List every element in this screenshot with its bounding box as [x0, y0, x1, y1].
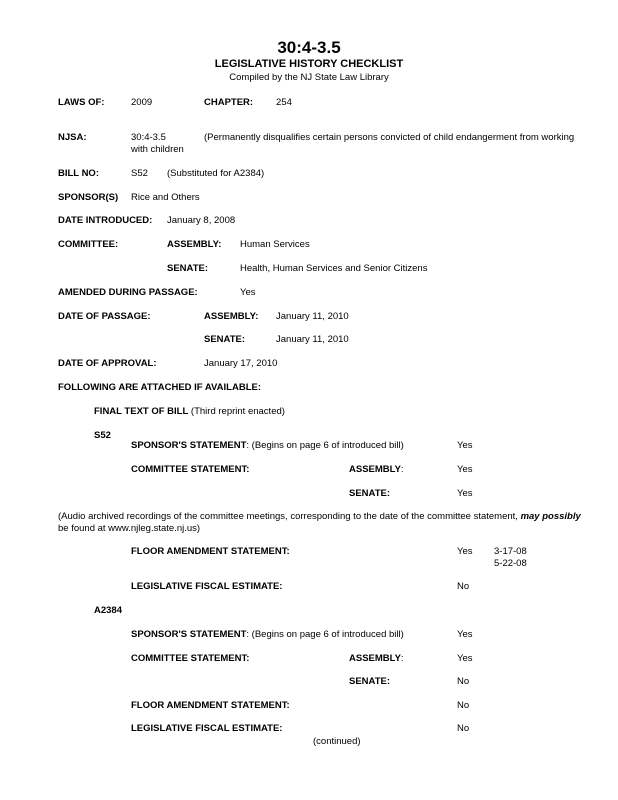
attached-heading: FOLLOWING ARE ATTACHED IF AVAILABLE:: [58, 382, 261, 393]
amended-label: AMENDED DURING PASSAGE:: [58, 287, 198, 298]
sponsor-value: Rice and Others: [131, 192, 200, 203]
passage-senate-value: January 11, 2010: [276, 334, 349, 345]
a2384-floor-value: No: [457, 700, 470, 711]
njsa-value: 30:4-3.5: [131, 132, 166, 143]
laws-of-year: 2009: [131, 97, 153, 108]
a2384-fiscal-value: No: [457, 723, 470, 734]
bill-no-label: BILL NO:: [58, 168, 99, 179]
s52-floor-date-2: 5-22-08: [494, 558, 527, 569]
s52-floor-value: Yes: [457, 546, 473, 557]
page-title: 30:4-3.5: [277, 38, 341, 57]
a2384-committee-assembly: [349, 653, 404, 664]
njsa-description: (Permanently disqualifies certain persons convicted of child endangerment from working: [204, 132, 575, 143]
date-introduced-label: DATE INTRODUCED:: [58, 215, 153, 226]
passage-senate-label: SENATE:: [204, 334, 245, 345]
a2384-sponsor-statement: [131, 629, 404, 640]
a2384-fiscal-label: LEGISLATIVE FISCAL ESTIMATE:: [131, 723, 283, 734]
final-text-note: (Third reprint enacted): [188, 406, 285, 417]
a2384-heading: A2384: [94, 605, 122, 616]
committee-label: COMMITTEE:: [58, 239, 119, 250]
bill-no-value: S52: [131, 168, 148, 179]
committee-assembly-value: Human Services: [240, 239, 310, 250]
s52-fiscal-value: No: [457, 581, 470, 592]
final-text-label: FINAL TEXT OF BILL: [94, 406, 189, 417]
s52-assembly-label: ASSEMBLY: [349, 464, 401, 475]
s52-fiscal-label: LEGISLATIVE FISCAL ESTIMATE:: [131, 581, 283, 592]
audio-note-emphasis: may possibly: [520, 511, 581, 522]
a2384-floor-label: FLOOR AMENDMENT STATEMENT:: [131, 700, 290, 711]
a2384-assembly-label: ASSEMBLY: [349, 653, 401, 664]
s52-senate-value: Yes: [457, 488, 473, 499]
audio-note-url: be found at www.njleg.state.nj.us): [58, 523, 201, 534]
njsa-label: NJSA:: [58, 132, 87, 143]
a2384-sponsor-label: SPONSOR'S STATEMENT: [131, 629, 247, 640]
a2384-senate-label: SENATE:: [349, 676, 390, 687]
committee-assembly-label: ASSEMBLY:: [167, 239, 222, 250]
s52-floor-date-1: 3-17-08: [494, 546, 527, 557]
committee-senate-label: SENATE:: [167, 263, 208, 274]
amended-value: Yes: [240, 287, 256, 298]
s52-floor-label: FLOOR AMENDMENT STATEMENT:: [131, 546, 290, 557]
s52-sponsor-value: Yes: [457, 440, 473, 451]
njsa-description-cont: with children: [131, 144, 184, 155]
passage-assembly-value: January 11, 2010: [276, 311, 349, 322]
committee-senate-value: Health, Human Services and Senior Citizens: [240, 263, 428, 274]
passage-assembly-label: ASSEMBLY:: [204, 311, 259, 322]
a2384-assembly-colon: :: [400, 653, 404, 664]
s52-committee-assembly: [349, 464, 404, 475]
s52-sponsor-statement: [131, 440, 404, 451]
sponsor-label: SPONSOR(S): [58, 192, 119, 203]
audio-note: [58, 511, 608, 535]
a2384-sponsor-value: Yes: [457, 629, 473, 640]
chapter-label: CHAPTER:: [204, 97, 254, 108]
a2384-assembly-value: Yes: [457, 653, 473, 664]
s52-assembly-colon: :: [400, 464, 404, 475]
final-text-line: [94, 406, 285, 417]
continued-note: (continued): [313, 736, 361, 747]
a2384-sponsor-note: : (Begins on page 6 of introduced bill): [246, 629, 404, 640]
approval-value: January 17, 2010: [204, 358, 278, 369]
bill-substituted-note: (Substituted for A2384): [167, 168, 265, 179]
s52-sponsor-label: SPONSOR'S STATEMENT: [131, 440, 247, 451]
date-introduced-value: January 8, 2008: [167, 215, 236, 226]
a2384-committee-label: COMMITTEE STATEMENT:: [131, 653, 250, 664]
compiled-by: Compiled by the NJ State Law Library: [229, 72, 389, 83]
s52-assembly-value: Yes: [457, 464, 473, 475]
a2384-senate-value: No: [457, 676, 470, 687]
checklist-heading: LEGISLATIVE HISTORY CHECKLIST: [214, 58, 404, 70]
s52-senate-label: SENATE:: [349, 488, 390, 499]
passage-label: DATE OF PASSAGE:: [58, 311, 151, 322]
chapter-value: 254: [276, 97, 292, 108]
s52-committee-label: COMMITTEE STATEMENT:: [131, 464, 250, 475]
s52-heading: S52: [94, 430, 111, 441]
approval-label: DATE OF APPROVAL:: [58, 358, 157, 369]
s52-sponsor-note: : (Begins on page 6 of introduced bill): [246, 440, 404, 451]
audio-note-text: (Audio archived recordings of the committee meetings, corresponding to the date of the committee statement,: [58, 511, 521, 522]
laws-of-label: LAWS OF:: [58, 97, 105, 108]
